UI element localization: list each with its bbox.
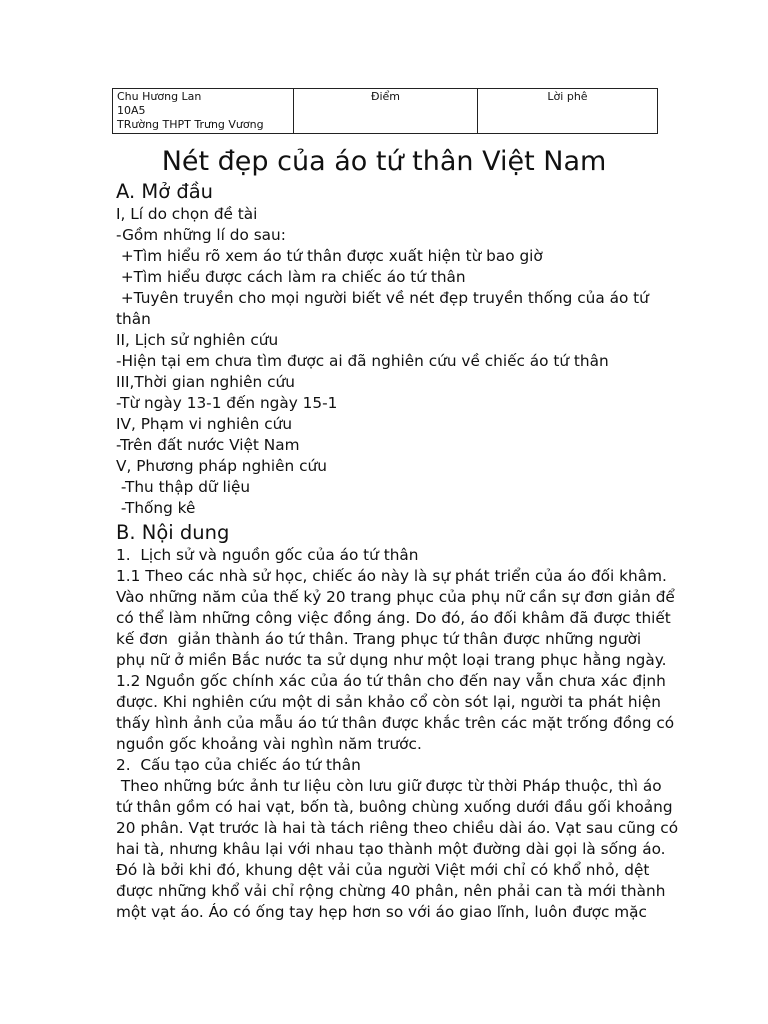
document-title: Nét đẹp của áo tứ thân Việt Nam [161,146,607,177]
section-a-heading: A. Mở đầu [116,180,214,203]
student-info-cell [113,89,294,134]
section-b-content [116,545,679,923]
text-line: Theo những bức ảnh tư liệu còn lưu giữ được từ thời Pháp thuộc, thì áo [116,777,662,795]
text-line: II, Lịch sử nghiên cứu [116,331,279,349]
text-line: -Hiện tại em chưa tìm được ai đã nghiên cứu về chiếc áo tứ thân [116,352,609,370]
text-line: thấy hình ảnh của mẫu áo tứ thân được khắc trên các mặt trống đồng có [116,714,675,732]
comment-label: Lời phê [547,90,588,103]
text-line: +Tìm hiểu rõ xem áo tứ thân được xuất hiện từ bao giờ [116,247,543,265]
section-a-content [116,204,656,519]
text-line: IV, Phạm vi nghiên cứu [116,415,293,433]
score-label: Điểm [370,90,401,103]
text-line: Đó là bởi khi đó, khung dệt vải của người Việt mới chỉ có khổ nhỏ, dệt [116,861,650,879]
text-line: III,Thời gian nghiên cứu [116,373,295,391]
text-line: -Từ ngày 13-1 đến ngày 15-1 [116,394,338,412]
student-name: Chu Hương Lan [117,90,202,103]
text-line: được những khổ vải chỉ rộng chừng 40 phân, nên phải can tà mới thành [116,882,666,900]
school-name: TRường THPT Trưng Vương [117,118,264,131]
score-cell [294,89,478,134]
text-line: 20 phân. Vạt trước là hai tà tách riêng theo chiều dài áo. Vạt sau cũng có [116,819,679,837]
text-line: 1.1 Theo các nhà sử học, chiếc áo này là sự phát triển của áo đối khâm. [116,567,667,585]
section-b-heading: B. Nội dung [116,521,230,544]
text-line: 1.2 Nguồn gốc chính xác của áo tứ thân cho đến nay vẫn chưa xác định [116,672,666,690]
text-line: V, Phương pháp nghiên cứu [116,457,327,475]
text-line: I, Lí do chọn đề tài [116,205,258,223]
text-line: +Tuyên truyền cho mọi người biết về nét đẹp truyền thống của áo tứ [116,289,649,307]
text-line: -Trên đất nước Việt Nam [116,436,300,454]
text-line: Vào những năm của thế kỷ 20 trang phục của phụ nữ cần sự đơn giản để [116,588,675,606]
text-line: hai tà, nhưng khâu lại với nhau tạo thành một đường dài gọi là sống áo. [116,840,666,858]
text-line: kế đơn giản thành áo tứ thân. Trang phục tứ thân được những người [116,630,642,648]
text-line: -Thu thập dữ liệu [116,478,251,496]
text-line: có thể làm những công việc đồng áng. Do đó, áo đối khâm đã được thiết [116,609,671,627]
text-line: phụ nữ ở miền Bắc nước ta sử dụng như một loại trang phục hằng ngày. [116,651,667,669]
document-body [116,180,679,923]
text-line: -Gồm những lí do sau: [116,226,286,244]
comment-cell [478,89,658,134]
text-line: một vạt áo. Áo có ống tay hẹp hơn so với áo giao lĩnh, luôn được mặc [116,903,647,921]
header-row [113,89,658,134]
text-line: -Thống kê [116,499,196,517]
class-name: 10A5 [117,104,146,117]
text-line: thân [116,310,151,328]
text-line: +Tìm hiểu được cách làm ra chiếc áo tứ thân [116,268,466,286]
header-table [112,88,658,134]
text-line: tứ thân gồm có hai vạt, bốn tà, buông chùng xuống dưới đầu gối khoảng [116,798,673,816]
text-line: 2. Cấu tạo của chiếc áo tứ thân [116,756,361,774]
text-line: nguồn gốc khoảng vài nghìn năm trước. [116,735,422,753]
text-line: được. Khi nghiên cứu một di sản khảo cổ còn sót lại, người ta phát hiện [116,693,661,711]
text-line: 1. Lịch sử và nguồn gốc của áo tứ thân [116,546,419,564]
